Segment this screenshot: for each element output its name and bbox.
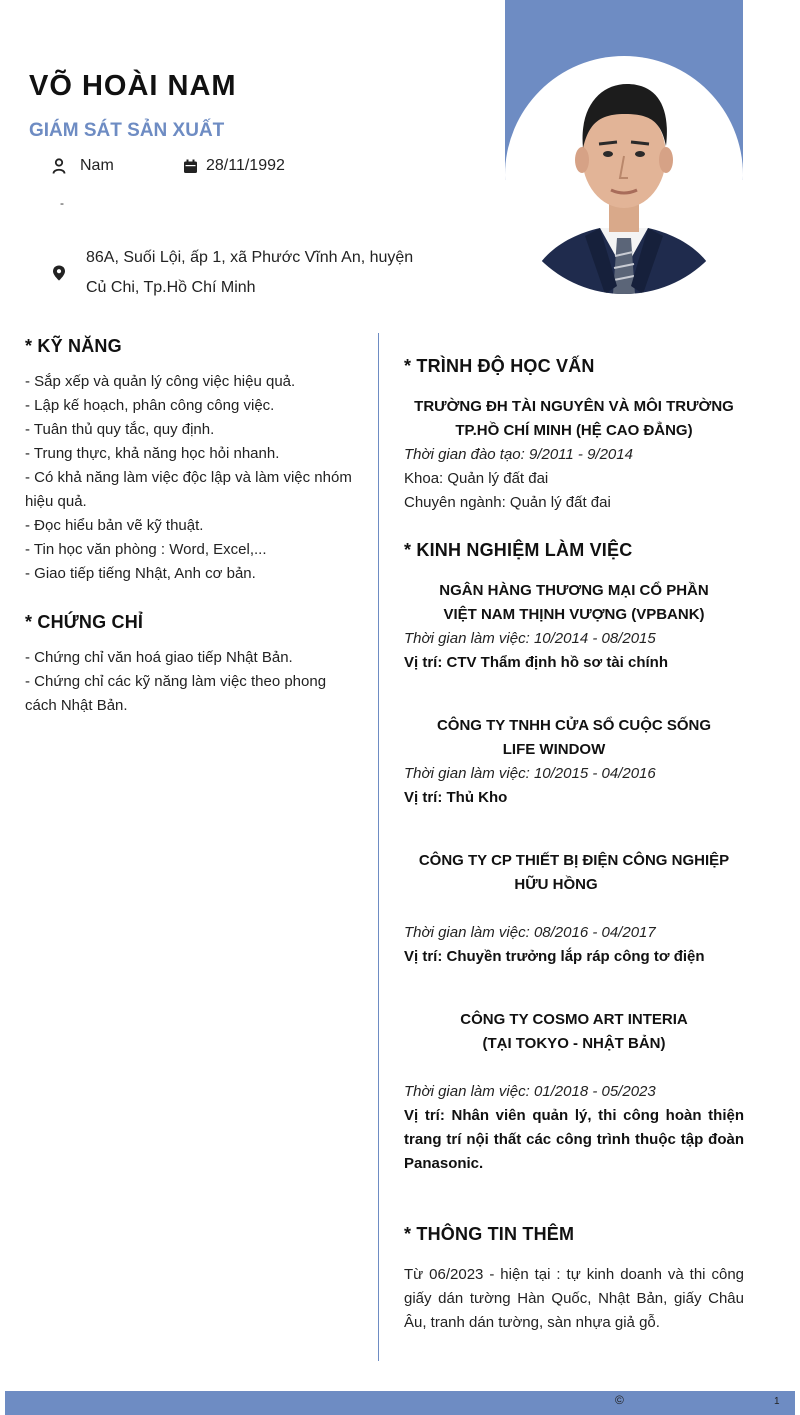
extra-info-heading: * THÔNG TIN THÊM [404,1224,575,1244]
school-name: TRƯỜNG ĐH TÀI NGUYÊN VÀ MÔI TRƯỜNG [414,398,734,415]
school-name-line2: TP.HỒ CHÍ MINH (HỆ CAO ĐẲNG) [455,422,693,439]
education-major: Chuyên ngành: Quản lý đất đai [404,494,611,511]
job-company-line2: (TẠI TOKYO - NHẬT BẢN) [482,1035,666,1052]
experience-heading: * KINH NGHIỆM LÀM VIỆC [404,540,633,560]
skill-item: - Giao tiếp tiếng Nhật, Anh cơ bản. [25,565,256,582]
birthdate-row [183,157,285,175]
education-period: Thời gian đào tạo: 9/2011 - 9/2014 [404,446,633,463]
column-divider [378,333,379,1361]
footer-bar [5,1391,795,1415]
education-entry [404,395,744,515]
education-faculty: Khoa: Quản lý đất đai [404,470,549,487]
address-value: 86A, Suối Lội, ấp 1, xã Phước Vĩnh An, huyện Củ Chi, Tp.Hồ Chí Minh [86,249,414,296]
location-pin-icon [52,265,66,281]
job-period: Thời gian làm việc: 08/2016 - 04/2017 [404,924,656,941]
education-heading: * TRÌNH ĐỘ HỌC VẤN [404,356,595,376]
skill-item: - Có khả năng làm việc độc lập và làm việc nhóm hiệu quả. [25,469,352,510]
skill-item: - Lập kế hoạch, phân công công việc. [25,397,275,414]
certificates-list [25,646,360,718]
certificates-heading: * CHỨNG CHỈ [25,612,144,632]
page-number: 1 [774,1396,780,1407]
skill-item: - Tin học văn phòng : Word, Excel,... [25,541,267,558]
job-company: NGÂN HÀNG THƯƠNG MẠI CỔ PHẦN [439,582,709,599]
profile-photo [505,56,743,294]
job-position: Vị trí: Thủ Kho [404,789,508,806]
left-column [25,336,360,718]
gender-row [52,157,114,175]
job-position: Vị trí: Nhân viên quản lý, thi công hoàn thiện trang trí nội thất các công trình thuộc tập đoàn Panasonic. [404,1107,744,1172]
job-period: Thời gian làm việc: 01/2018 - 05/2023 [404,1083,656,1100]
job-entry [404,849,744,969]
portrait-illustration [505,56,743,294]
job-period: Thời gian làm việc: 10/2015 - 04/2016 [404,765,656,782]
job-entry [404,714,744,810]
skill-item: - Sắp xếp và quản lý công việc hiệu quả. [25,373,296,390]
job-company-line2: VIỆT NAM THỊNH VƯỢNG (VPBANK) [443,606,705,623]
job-company: CÔNG TY CP THIẾT BỊ ĐIỆN CÔNG NGHIỆP [418,852,730,869]
job-position: Vị trí: Chuyền trưởng lắp ráp công tơ điện [404,948,705,965]
calendar-icon [183,159,198,174]
job-company: CÔNG TY TNHH CỬA SỔ CUỘC SỐNG [436,717,712,734]
address-row [52,243,432,303]
skill-item: - Trung thực, khả năng học hỏi nhanh. [25,445,280,462]
job-entry [404,1008,744,1176]
skills-list [25,370,360,586]
job-entry [404,579,744,675]
job-company-line2: HỮU HỒNG [514,876,598,893]
job-period: Thời gian làm việc: 10/2014 - 08/2015 [404,630,656,647]
job-position: Vị trí: CTV Thẩm định hồ sơ tài chính [404,654,669,671]
job-company-line2: LIFE WINDOW [502,741,606,758]
certificate-item: - Chứng chỉ văn hoá giao tiếp Nhật Bản. [25,649,293,666]
empty-field-dash: - [60,196,64,210]
birthdate-value: 28/11/1992 [206,157,285,174]
right-column [404,356,744,1335]
skills-heading: * KỸ NĂNG [25,336,122,356]
copyright-symbol: © [615,1393,624,1407]
candidate-name: VÕ HOÀI NAM [29,70,237,102]
certificate-item: - Chứng chỉ các kỹ năng làm việc theo phong cách Nhật Bản. [25,673,327,714]
person-icon [52,158,66,174]
skill-item: - Tuân thủ quy tắc, quy định. [25,421,215,438]
job-company: CÔNG TY COSMO ART INTERIA [460,1011,688,1028]
skill-item: - Đọc hiểu bản vẽ kỹ thuật. [25,517,204,534]
extra-info-text: Từ 06/2023 - hiện tại : tự kinh doanh và thi công giấy dán tường Hàn Quốc, Nhật Bản, giấy Châu Âu, tranh dán tường, sàn nhựa giả gỗ. [404,1266,744,1331]
job-title: GIÁM SÁT SẢN XUẤT [29,120,225,141]
gender-value: Nam [80,157,114,174]
